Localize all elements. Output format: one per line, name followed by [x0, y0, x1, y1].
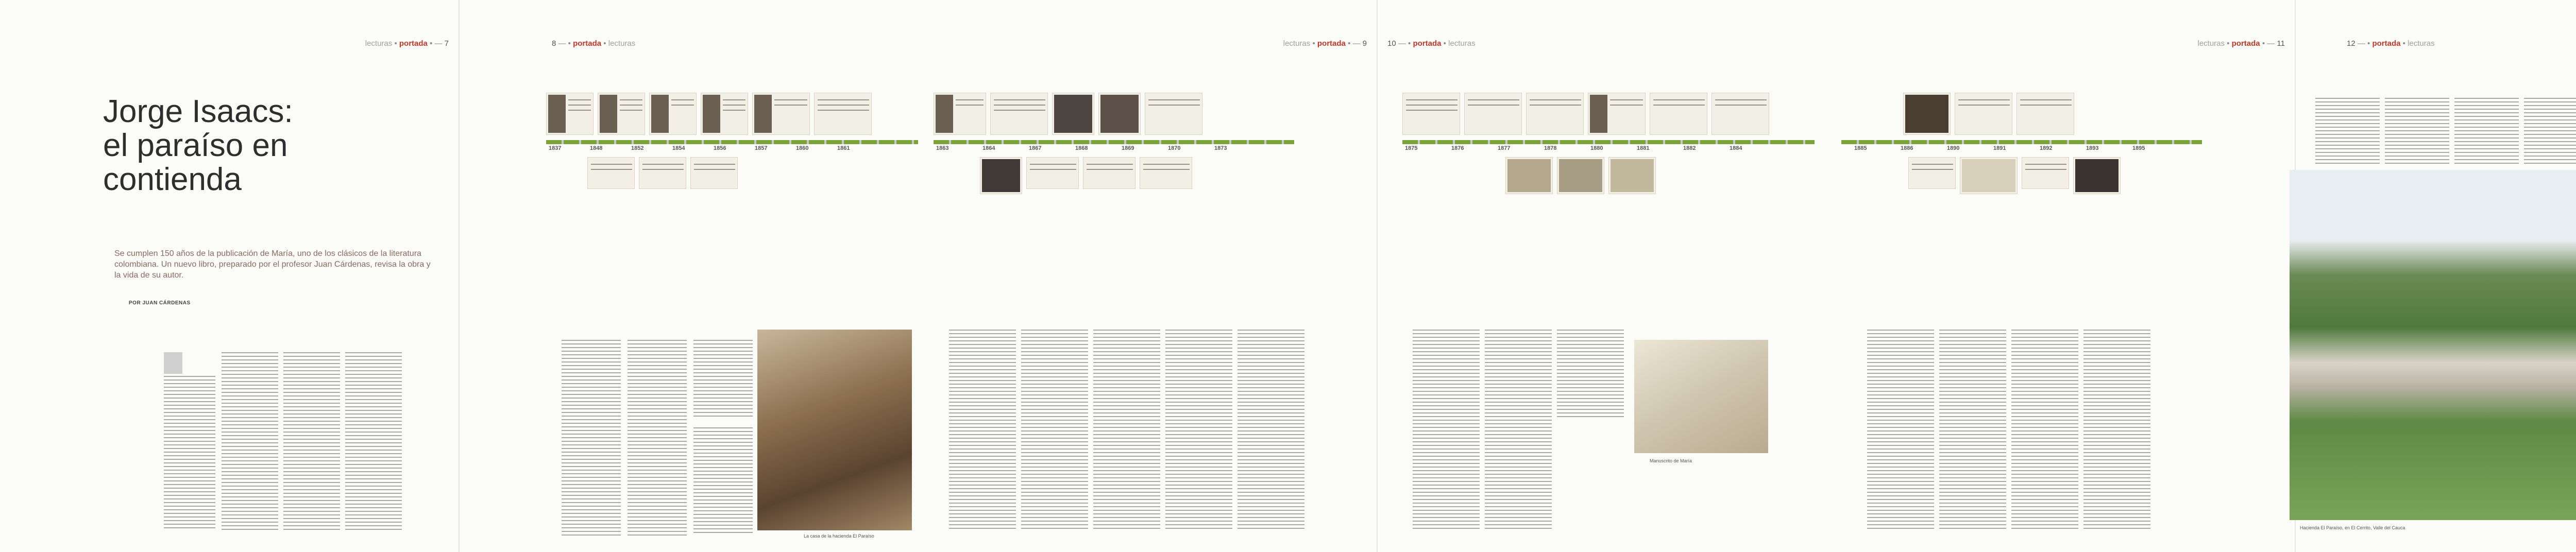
folio-section: lecturas [2408, 39, 2435, 48]
timeline-card [1052, 93, 1094, 135]
timeline-year: 1852 [631, 145, 644, 151]
interior-photo [757, 330, 912, 530]
timeline-line [1841, 140, 2202, 144]
text-column [2315, 98, 2380, 165]
folio-portada: portada [2231, 39, 2260, 48]
folio-section: lecturas [1448, 39, 1476, 48]
folio-portada: portada [1317, 39, 1346, 48]
text-column [1021, 330, 1088, 530]
text-column [2083, 330, 2150, 530]
timeline-card [1526, 93, 1584, 135]
text-column [1238, 330, 1304, 530]
folio-portada: portada [573, 39, 602, 48]
title-line-2: el paraíso en [103, 128, 288, 163]
folio-number: 8 [552, 39, 556, 48]
timeline-line [1402, 140, 1815, 144]
text-column [562, 340, 621, 536]
timeline-year: 1837 [549, 145, 562, 151]
folio-sep: • [2402, 39, 2405, 48]
timeline-year: 1885 [1854, 145, 1867, 151]
timeline-card [587, 157, 635, 189]
timeline-strip-4 [1841, 93, 2202, 196]
timeline-year: 1882 [1683, 145, 1696, 151]
timeline-card [1650, 93, 1707, 135]
timeline-year: 1860 [796, 145, 809, 151]
folio-7 [365, 39, 449, 48]
text-column [693, 427, 753, 536]
timeline-year: 1876 [1451, 145, 1464, 151]
timeline-year: 1878 [1544, 145, 1557, 151]
folio-10 [1387, 39, 1476, 48]
timeline-year: 1861 [837, 145, 850, 151]
folio-9 [1283, 39, 1367, 48]
hacienda-photo [2290, 170, 2576, 520]
timeline-card [598, 93, 645, 135]
timeline-year: 1869 [1122, 145, 1134, 151]
timeline-year: 1890 [1947, 145, 1960, 151]
timeline-card [1083, 157, 1136, 189]
timeline-card [1505, 157, 1553, 194]
folio-number: 11 [2277, 39, 2285, 48]
text-column [949, 330, 1016, 530]
folio-sep: • [1312, 39, 1315, 48]
article-title [103, 95, 412, 197]
timeline-year: 1854 [672, 145, 685, 151]
folio-sep: • [603, 39, 606, 48]
folio-section: lecturas [608, 39, 636, 48]
article-dek: Se cumplen 150 años de la publicación de María, uno de los clásicos de la literatura colombiana. Un nuevo libro, preparado por el profesor Juan Cárdenas, revisa la obra y la vida de su autor. [114, 249, 431, 280]
timeline-year: 1892 [2040, 145, 2053, 151]
timeline-year: 1893 [2086, 145, 2099, 151]
text-column [1939, 330, 2006, 530]
article-byline: POR JUAN CÁRDENAS [129, 300, 191, 306]
timeline-strip-1 [546, 93, 918, 196]
folio-section: lecturas [2197, 39, 2225, 48]
text-column [2454, 98, 2519, 165]
timeline-year: 1857 [755, 145, 768, 151]
timeline-line [934, 140, 1294, 144]
folio-number: 9 [1362, 39, 1367, 48]
page-7 [0, 0, 459, 552]
title-line-3: contienda [103, 162, 242, 197]
timeline-card [2022, 157, 2069, 189]
timeline-card [1026, 157, 1079, 189]
timeline-card [752, 93, 810, 135]
timeline-year: 1848 [590, 145, 603, 151]
timeline-year: 1868 [1075, 145, 1088, 151]
timeline-card [1608, 157, 1656, 194]
folio-number: 7 [444, 39, 449, 48]
spread-3 [1836, 0, 2576, 552]
timeline-year: 1864 [982, 145, 995, 151]
text-column [1867, 330, 1934, 530]
title-line-1: Jorge Isaacs: [103, 94, 293, 129]
text-column [1485, 330, 1552, 530]
timeline-card [1960, 157, 2018, 194]
folio-12 [2347, 39, 2435, 48]
drop-cap [164, 352, 182, 374]
timeline-year: 1873 [1214, 145, 1227, 151]
text-column [2385, 98, 2449, 165]
timeline-card [990, 93, 1048, 135]
folio-arrow: • — [430, 39, 443, 48]
folio-arrow: • — [1348, 39, 1361, 48]
folio-sep: • [2227, 39, 2230, 48]
timeline-year: 1856 [714, 145, 726, 151]
text-column [2011, 330, 2078, 530]
timeline-card [701, 93, 748, 135]
timeline-card [1098, 93, 1141, 135]
timeline-card [1908, 157, 1956, 189]
timeline-year: 1870 [1168, 145, 1181, 151]
spread-2 [918, 0, 1836, 552]
folio-portada: portada [399, 39, 428, 48]
text-column [693, 340, 753, 417]
folio-portada: portada [2372, 39, 2401, 48]
caption-hacienda: Hacienda El Paraíso, en El Cerrito, Valle del Cauca [2300, 525, 2405, 530]
folio-arrow: — • [558, 39, 571, 48]
timeline-card [1464, 93, 1522, 135]
timeline-year: 1875 [1405, 145, 1418, 151]
caption-book: Manuscrito de María [1650, 458, 1692, 463]
timeline-card [1145, 93, 1202, 135]
timeline-year: 1881 [1637, 145, 1650, 151]
timeline-year: 1895 [2132, 145, 2145, 151]
folio-section: lecturas [365, 39, 393, 48]
text-column [345, 352, 402, 530]
timeline-line [546, 140, 918, 144]
text-column [628, 340, 687, 536]
timeline-card [2073, 157, 2121, 194]
timeline-card [1588, 93, 1646, 135]
spread-1 [0, 0, 918, 552]
timeline-card [934, 93, 986, 135]
folio-section: lecturas [1283, 39, 1311, 48]
timeline-card [980, 157, 1022, 194]
folio-11 [2198, 39, 2285, 48]
timeline-strip-3 [1402, 93, 1815, 196]
folio-portada: portada [1413, 39, 1442, 48]
timeline-year: 1867 [1029, 145, 1042, 151]
timeline-strip-2 [934, 93, 1294, 196]
folio-arrow: — • [2357, 39, 2370, 48]
text-column [1413, 330, 1480, 530]
timeline-year: 1877 [1498, 145, 1511, 151]
text-column [283, 352, 340, 530]
timeline-year: 1880 [1590, 145, 1603, 151]
timeline-card [814, 93, 872, 135]
folio-arrow: — • [1398, 39, 1411, 48]
timeline-card [1903, 93, 1951, 135]
text-column [2524, 98, 2576, 165]
caption-interior: La casa de la hacienda El Paraíso [804, 533, 874, 539]
folio-sep: • [394, 39, 397, 48]
timeline-year: 1886 [1901, 145, 1913, 151]
timeline-year: 1891 [1993, 145, 2006, 151]
folio-arrow: • — [2262, 39, 2275, 48]
timeline-card [2016, 93, 2074, 135]
folio-sep: • [1443, 39, 1446, 48]
text-column [164, 376, 215, 530]
folio-8 [552, 39, 635, 48]
timeline-card [1140, 157, 1192, 189]
book-photo [1634, 340, 1768, 453]
folio-number: 10 [1387, 39, 1396, 48]
timeline-card [1711, 93, 1769, 135]
timeline-card [546, 93, 594, 135]
text-column [222, 352, 278, 530]
timeline-year: 1884 [1730, 145, 1742, 151]
timeline-card [1955, 93, 2012, 135]
timeline-card [1402, 93, 1460, 135]
timeline-card [649, 93, 697, 135]
timeline-card [690, 157, 738, 189]
text-column [1557, 330, 1624, 417]
folio-number: 12 [2347, 39, 2355, 48]
text-column [1165, 330, 1232, 530]
timeline-card [1557, 157, 1604, 194]
timeline-card [639, 157, 686, 189]
text-column [1093, 330, 1160, 530]
timeline-year: 1863 [936, 145, 949, 151]
